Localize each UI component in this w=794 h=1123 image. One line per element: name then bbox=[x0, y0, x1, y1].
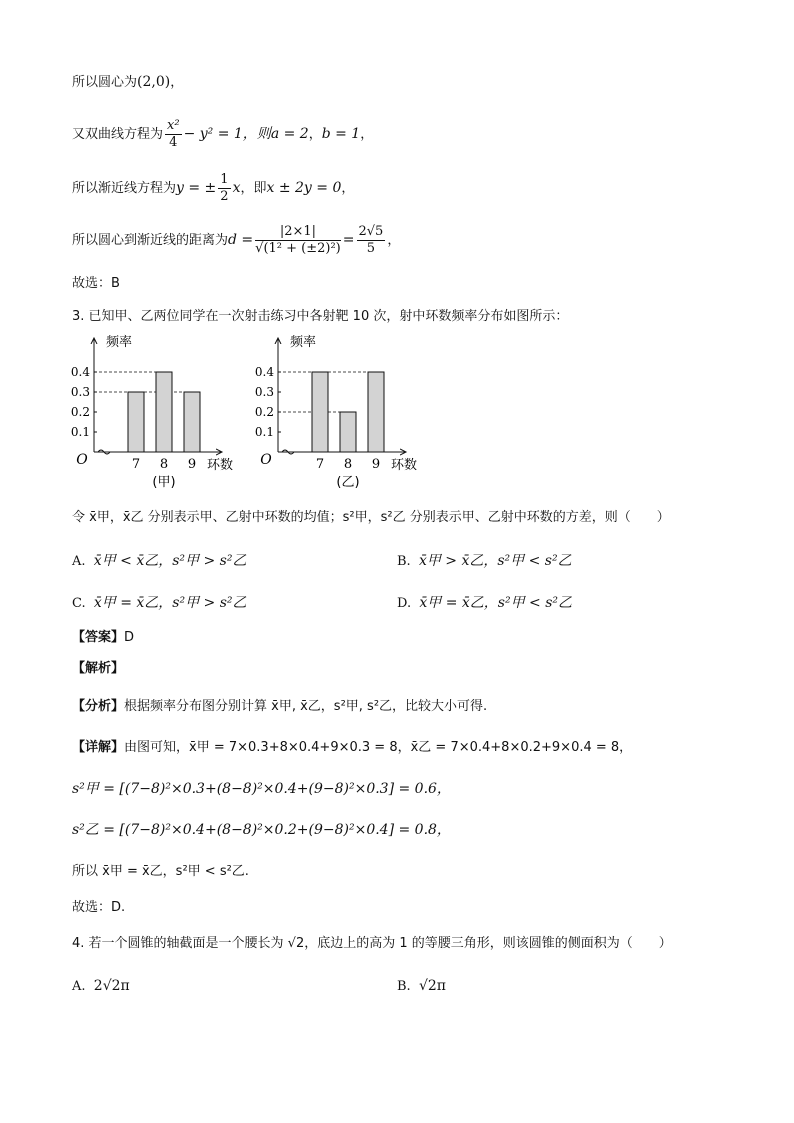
chart-title: (甲) bbox=[152, 475, 176, 490]
fenxi-line bbox=[72, 697, 487, 717]
fraction bbox=[218, 172, 230, 205]
fraction bbox=[357, 224, 386, 257]
math: (2,0) bbox=[137, 74, 171, 90]
x-axis-title: 环数 bbox=[207, 458, 234, 473]
y-tick-label: 0.4 bbox=[254, 365, 274, 379]
xiangjie-text: 由图可知，x̄甲 = 7×0.3+8×0.4+9×0.3 = 8，x̄乙 = 7×0.4+8×0.2+9×0.4 = 8， bbox=[124, 740, 633, 755]
option-d[interactable] bbox=[397, 592, 572, 612]
option-b[interactable] bbox=[397, 550, 572, 570]
math: d = bbox=[228, 232, 254, 248]
x-tick-label: 8 bbox=[343, 457, 353, 472]
bar-8 bbox=[156, 372, 172, 452]
math: y = ± bbox=[176, 180, 217, 196]
variance-yi: s²乙 = [(7−8)²×0.4+(8−8)²×0.2+(9−8)²×0.4] = 0.8， bbox=[72, 822, 451, 838]
y-tick-label: 0.2 bbox=[70, 405, 90, 419]
math: = bbox=[342, 232, 355, 248]
conclusion-line: 所以 x̄甲 = x̄乙，s²甲 < s²乙. bbox=[72, 864, 249, 879]
denominator: √(1² + (±2)²) bbox=[255, 241, 341, 256]
text: ， bbox=[387, 233, 401, 248]
option-text: 2√2π bbox=[93, 978, 130, 994]
text: ， bbox=[360, 127, 374, 142]
variance-jia: s²甲 = [(7−8)²×0.3+(8−8)²×0.4+(9−8)²×0.3] = 0.6， bbox=[72, 781, 451, 797]
bar-7 bbox=[312, 372, 328, 452]
solution-line-center bbox=[72, 72, 183, 93]
question-4-text: 4. 若一个圆锥的轴截面是一个腰长为 √2，底边上的高为 1 的等腰三角形，则该圆锥的侧面积为（ ） bbox=[72, 936, 672, 951]
denominator: 5 bbox=[366, 241, 376, 256]
numerator: 1 bbox=[220, 172, 229, 187]
option-label: A. bbox=[72, 554, 86, 569]
solution-line-asymptote bbox=[72, 172, 354, 205]
option-a[interactable] bbox=[72, 550, 246, 570]
xiangjie-tag: 【详解】 bbox=[72, 740, 125, 755]
text: 所以渐近线方程为 bbox=[72, 181, 177, 196]
choose-b: 故选：B bbox=[72, 276, 120, 291]
option-text: x̄甲 > x̄乙，s²甲 < s²乙 bbox=[418, 553, 572, 569]
analysis-tag bbox=[72, 659, 124, 679]
option-c[interactable] bbox=[72, 592, 247, 612]
text: ， bbox=[341, 181, 355, 196]
analysis-tag-text: 【解析】 bbox=[72, 661, 125, 676]
option-label: B. bbox=[397, 979, 411, 994]
fraction bbox=[165, 118, 182, 151]
chart-title: (乙) bbox=[336, 475, 360, 490]
y-tick-label: 0.3 bbox=[70, 385, 90, 399]
option-text: x̄甲 = x̄乙，s²甲 > s²乙 bbox=[93, 595, 247, 611]
math: b = 1 bbox=[321, 126, 361, 142]
origin-label: O bbox=[260, 452, 272, 468]
chart-yi bbox=[255, 334, 417, 490]
numerator: x² bbox=[167, 118, 180, 133]
math: x ± 2y = 0 bbox=[266, 180, 342, 196]
choose-d: 故选：D. bbox=[72, 900, 126, 915]
bar-8 bbox=[340, 412, 356, 452]
bar-7 bbox=[128, 392, 144, 452]
math: − y² = 1，则 bbox=[183, 126, 271, 142]
option-label: B. bbox=[397, 554, 411, 569]
text: ， bbox=[308, 127, 322, 142]
fraction bbox=[255, 224, 341, 257]
option-text: x̄甲 = x̄乙，s²甲 < s²乙 bbox=[419, 595, 573, 611]
y-tick-label: 0.3 bbox=[254, 385, 274, 399]
fenxi-tag: 【分析】 bbox=[72, 699, 125, 714]
numerator: 2√5 bbox=[358, 224, 384, 239]
option-text: √2π bbox=[418, 978, 446, 994]
x-tick-label: 8 bbox=[159, 457, 169, 472]
y-tick-label: 0.1 bbox=[254, 425, 274, 439]
xiangjie-line bbox=[72, 738, 632, 758]
math: a = 2 bbox=[270, 126, 309, 142]
option-label: C. bbox=[72, 596, 86, 611]
question-3-condition: 令 x̄甲，x̄乙 分别表示甲、乙射中环数的均值；s²甲，s²乙 分别表示甲、乙射中环数的方差，则（ ） bbox=[72, 510, 670, 525]
option-label: A. bbox=[72, 979, 86, 994]
text: ， bbox=[170, 75, 184, 90]
text: 所以圆心为 bbox=[72, 75, 138, 90]
bar-9 bbox=[368, 372, 384, 452]
option-text: x̄甲 < x̄乙，s²甲 > s²乙 bbox=[93, 553, 247, 569]
denominator: 4 bbox=[169, 135, 178, 150]
y-tick-label: 0.4 bbox=[70, 365, 90, 379]
numerator: |2×1| bbox=[255, 224, 341, 241]
question-3-text: 3. 已知甲、乙两位同学在一次射击练习中各射靶 10 次，射中环数频率分布如图所示： bbox=[72, 309, 569, 324]
option-label: D. bbox=[397, 596, 412, 611]
frequency-charts bbox=[60, 332, 440, 492]
y-tick-label: 0.2 bbox=[254, 405, 274, 419]
x-tick-label: 7 bbox=[315, 457, 325, 472]
x-axis-title: 环数 bbox=[391, 458, 418, 473]
bar-9 bbox=[184, 392, 200, 452]
x-tick-label: 7 bbox=[131, 457, 141, 472]
q4-option-a[interactable] bbox=[72, 978, 130, 994]
solution-line-distance bbox=[72, 224, 400, 257]
solution-line-hyperbola bbox=[72, 118, 373, 151]
fenxi-text: 根据频率分布图分别计算 x̄甲, x̄乙，s²甲, s²乙，比较大小可得. bbox=[124, 699, 488, 714]
text: 所以圆心到渐近线的距离为 bbox=[72, 233, 229, 248]
text: 又双曲线方程为 bbox=[72, 127, 164, 142]
origin-label: O bbox=[76, 452, 88, 468]
denominator: 2 bbox=[220, 189, 229, 204]
answer-value: D bbox=[124, 630, 135, 645]
answer-line bbox=[72, 628, 134, 648]
x-tick-label: 9 bbox=[187, 457, 197, 472]
y-axis-title: 频率 bbox=[290, 335, 317, 350]
q4-option-b[interactable] bbox=[397, 978, 446, 994]
answer-tag: 【答案】 bbox=[72, 630, 125, 645]
text: ，即 bbox=[240, 181, 267, 196]
y-axis-title: 频率 bbox=[106, 335, 133, 350]
math: x bbox=[232, 180, 241, 196]
y-tick-label: 0.1 bbox=[70, 425, 90, 439]
x-tick-label: 9 bbox=[371, 457, 381, 472]
chart-jia bbox=[71, 334, 233, 490]
